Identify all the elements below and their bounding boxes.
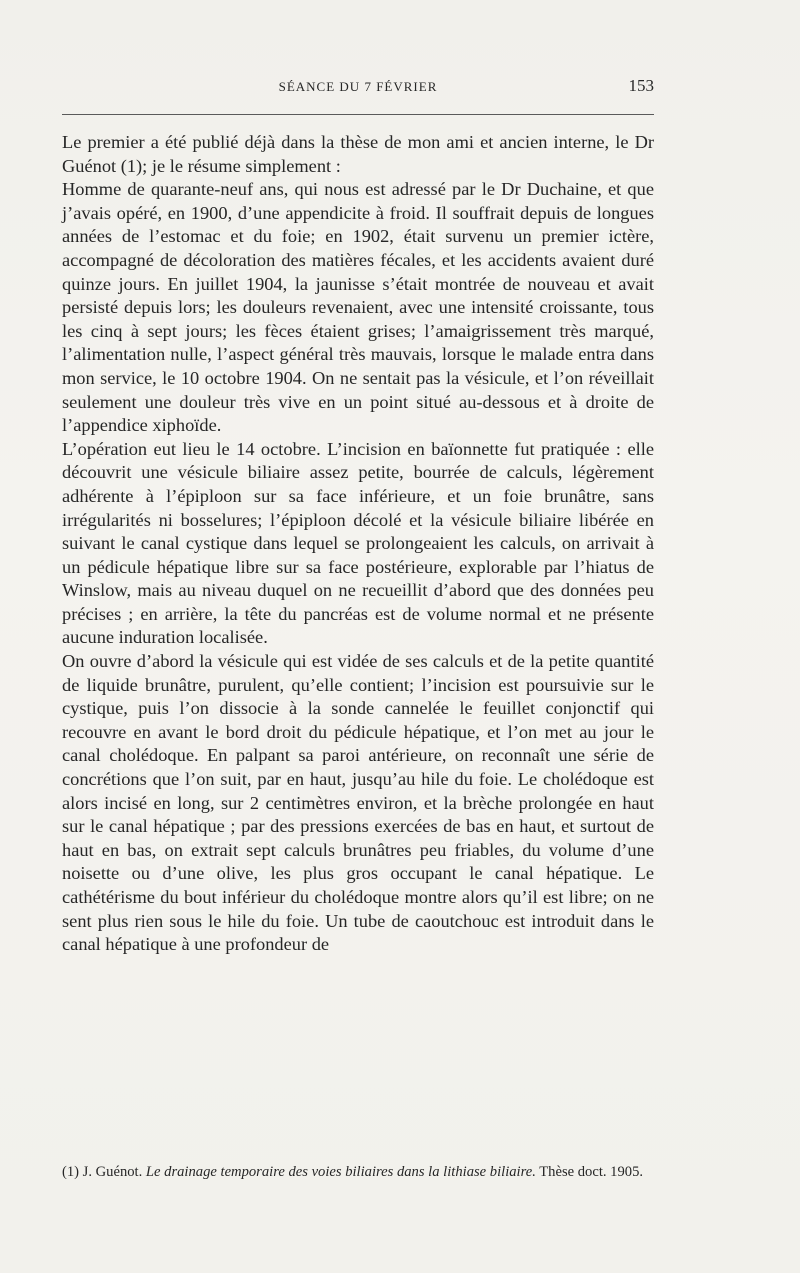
body-text xyxy=(62,131,654,957)
paragraph-2: Homme de quarante-neuf ans, qui nous est adressé par le Dr Duchaine, et que j’avais opéré, en 1900, d’une appendicite à froid. Il souffrait depuis de longues années de l’estomac et du foie; en 1902, était survenu un premier ictère, accompagné de décoloration des matières fécales, et les accidents avaient duré quinze jours. En juillet 1904, la jaunisse s’était montrée de nouveau et avait persisté depuis lors; les douleurs revenaient, avec une intensité croissante, tous les cinq à sept jours; les fèces étaient grises; l’amaigrissement très marqué, l’alimentation nulle, l’aspect général très mauvais, lorsque le malade entra dans mon service, le 10 octobre 1904. On ne sentait pas la vésicule, et l’on réveillait seulement une douleur très vive en un point situé au-dessous et à droite de l’appendice xiphoïde. xyxy=(62,179,654,436)
footnote xyxy=(62,1162,654,1183)
running-title: SÉANCE DU 7 FÉVRIER xyxy=(278,79,438,94)
footnote-citation: Le drainage temporaire des voies biliaires dans la lithiase biliaire. xyxy=(145,1164,536,1180)
paragraph-1: Le premier a été publié déjà dans la thèse de mon ami et ancien interne, le Dr Guénot (1); je le résume simplement : xyxy=(62,132,654,176)
paragraph-3: L’opération eut lieu le 14 octobre. L’incision en baïonnette fut pratiquée : elle découvrit une vésicule biliaire assez petite, bourrée de calculs, légèrement adhérente à l’épiploon sur sa face inférieure, et un foie brunâtre, sans irrégularités ni bosselures; l’épiploon décolé et la vésicule biliaire libérée en suivant le canal cystique dans lequel se prolongeaient les calculs, on arrivait à un pédicule hépatique libre sur sa face postérieure, explorable par l’hiatus de Winslow, mais au niveau duquel on ne recueillit d’abord que des données peu précises ; en arrière, la tête du pancréas est de volume normal et ne présente aucune induration localisée. xyxy=(62,438,654,648)
footnote-details: Thèse doct. 1905. xyxy=(539,1164,644,1180)
header-rule xyxy=(62,114,654,115)
running-head xyxy=(62,76,654,100)
page-number: 153 xyxy=(628,76,654,95)
paragraph-4: On ouvre d’abord la vésicule qui est vidée de ses calculs et de la petite quantité de liquide brunâtre, purulent, qu’elle contient; l’incision est poursuivie sur le cystique, puis l’on dissocie à la sonde cannelée le feuillet conjonctif qui recouvre en avant le bord droit du pédicule hépatique, et l’on met au jour le canal cholédoque. En palpant sa paroi antérieure, on reconnaît une série de concrétions que l’on suit, par en haut, jusqu’au hile du foie. Le cholédoque est alors incisé en long, sur 2 centimètres environ, et la brèche prolongée en haut sur le canal hépatique ; par des pressions exercées de bas en haut, et surtout de haut en bas, on extrait sept calculs brunâtres peu friables, du volume d’une noisette ou d’une olive, les plus gros occupant le canal hépatique. Le cathétérisme du bout inférieur du cholédoque montre alors qu’il est libre; on ne sent plus rien sous le hile du foie. Un tube de caoutchouc est introduit dans le canal hépatique à une profondeur de xyxy=(62,651,654,955)
footnote-marker: (1) J. Guénot. xyxy=(62,1164,143,1180)
